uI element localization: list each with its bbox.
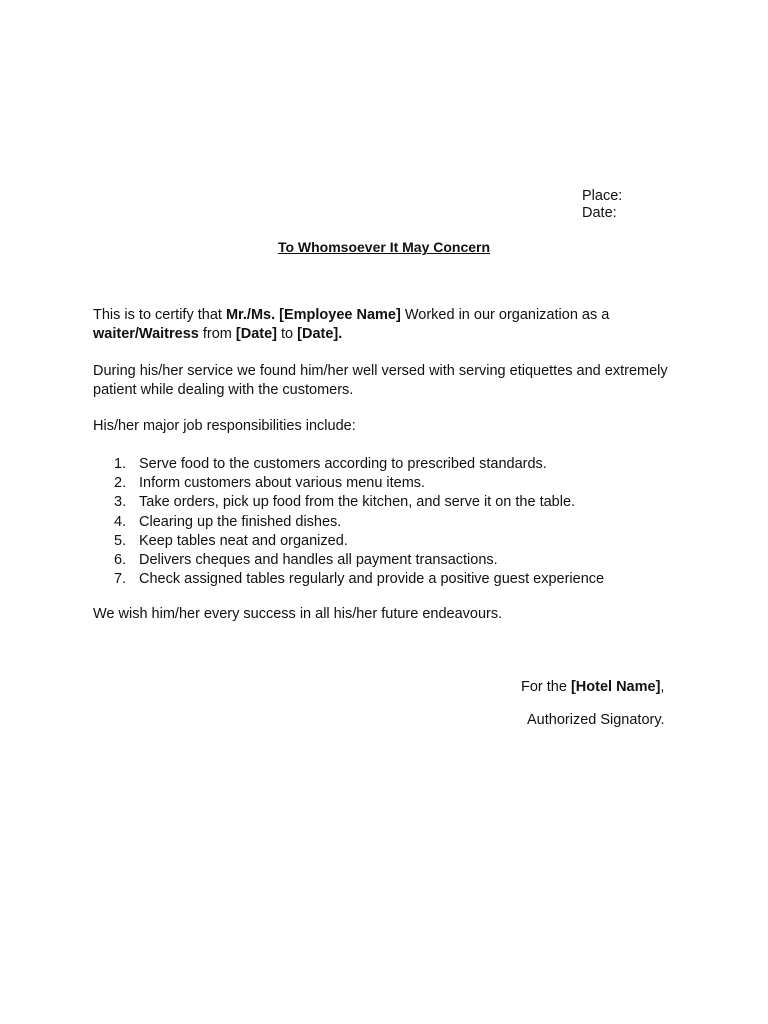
list-number: 4. [114, 513, 127, 530]
list-text: Check assigned tables regularly and provide a positive guest experience [139, 571, 605, 588]
authorized-signatory: Authorized Signatory. [527, 712, 665, 728]
certify-middle: Worked in our organization as a [400, 307, 610, 323]
place-date-block [582, 188, 622, 222]
list-number: 2. [114, 475, 127, 492]
list-text: Clearing up the finished dishes. [139, 513, 342, 530]
for-the-text: For the [521, 679, 571, 695]
list-number: 6. [114, 552, 127, 569]
service-paragraph: During his/her service we found him/her well versed with serving etiquettes and extremely patient while dealing with the customers. [93, 363, 668, 398]
list-item [93, 532, 604, 551]
list-number: 3. [114, 494, 127, 511]
date-to: [Date]. [297, 326, 343, 342]
list-item [93, 455, 604, 474]
to-word: to [277, 326, 298, 342]
comma: , [660, 679, 665, 695]
hotel-name: [Hotel Name] [570, 679, 661, 695]
date-label: Date: [582, 205, 617, 221]
responsibilities-intro: His/her major job responsibilities include: [93, 418, 356, 434]
place-label: Place: [582, 188, 623, 204]
from-word: from [198, 326, 236, 342]
role-name: waiter/Waitress [93, 326, 199, 342]
for-hotel-line [521, 679, 664, 695]
list-number: 5. [114, 532, 127, 549]
list-text: Keep tables neat and organized. [139, 532, 348, 549]
closing-wish: We wish him/her every success in all his/her future endeavours. [93, 606, 503, 622]
date-from: [Date] [235, 326, 277, 342]
list-item [93, 474, 604, 493]
list-item [93, 513, 604, 532]
certify-prefix: This is to certify that [93, 307, 226, 323]
list-text: Take orders, pick up food from the kitchen, and serve it on the table. [139, 494, 576, 511]
certify-paragraph [93, 306, 683, 344]
list-item [93, 493, 604, 512]
list-number: 7. [114, 571, 127, 588]
list-item [93, 551, 604, 570]
list-text: Delivers cheques and handles all payment transactions. [139, 552, 498, 569]
responsibilities-list [93, 455, 604, 589]
list-item [93, 570, 604, 589]
letter-title: To Whomsoever It May Concern [277, 239, 491, 255]
list-text: Serve food to the customers according to prescribed standards. [139, 456, 547, 472]
list-number: 1. [114, 456, 127, 472]
employee-name: Mr./Ms. [Employee Name] [225, 307, 401, 323]
list-text: Inform customers about various menu items. [139, 475, 426, 492]
